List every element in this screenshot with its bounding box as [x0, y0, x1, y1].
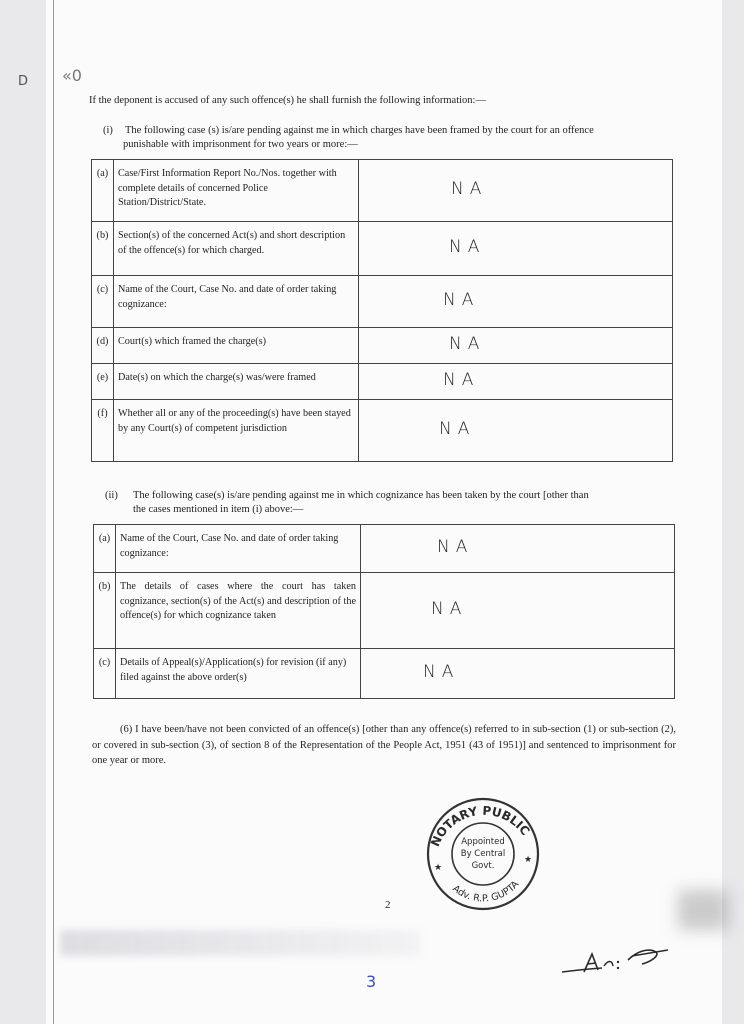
notary-seal [418, 792, 548, 912]
row-description: The details of cases where the court has taken cognizance, section(s) of the Act(s) and description of the offence(s) for which cognizance taken [116, 573, 361, 649]
binding-line [53, 0, 54, 1024]
row-letter: (a) [92, 160, 114, 222]
row-description: Case/First Information Report No./Nos. together with complete details of concerned Police Station/District/State. [114, 160, 359, 222]
seal-center-line-2: By Central [460, 849, 506, 859]
row-letter: (b) [94, 573, 116, 649]
answer-cell [359, 160, 673, 222]
seal-bottom-text: Adv. R.P. GUPTA [450, 878, 522, 905]
section-i-number: (i) [103, 125, 113, 136]
row-description: Court(s) which framed the charge(s) [114, 328, 359, 364]
table-row [94, 573, 675, 649]
table-row [94, 525, 675, 573]
row-letter: (b) [92, 222, 114, 276]
section-ii-text-1: The following case(s) is/are pending against me in which cognizance has been taken by the court [other than [133, 490, 589, 501]
row-letter: (f) [92, 400, 114, 462]
row-description: Name of the Court, Case No. and date of order taking cognizance: [116, 525, 361, 573]
row-description: Date(s) on which the charge(s) was/were framed [114, 364, 359, 400]
section-i-text-1: The following case (s) is/are pending against me in which charges have been framed by the court for an offence [125, 125, 594, 136]
row-description: Details of Appeal(s)/Application(s) for revision (if any) filed against the above order(s) [116, 649, 361, 699]
corner-mark: D [18, 74, 29, 89]
handwritten-corner-mark: «0 [62, 66, 82, 85]
answer-cell [359, 364, 673, 400]
signature [558, 942, 680, 982]
page-number: 2 [385, 899, 391, 911]
row-description: Section(s) of the concerned Act(s) and short description of the offence(s) for which charged. [114, 222, 359, 276]
handwritten-answer: NA [431, 598, 468, 619]
section-i-text-2: punishable with imprisonment for two years or more:— [123, 139, 358, 150]
section-ii-text-2: the cases mentioned in item (i) above:— [133, 504, 304, 515]
section-ii-heading [105, 489, 675, 517]
table-row [94, 649, 675, 699]
seal-center-line-1: Appointed [461, 837, 505, 847]
handwritten-page-number: 3 [366, 972, 377, 991]
scan-smudge [60, 930, 420, 956]
section-ii-number: (ii) [105, 490, 118, 501]
table-row [92, 276, 673, 328]
handwritten-answer: NA [443, 289, 480, 310]
table-row [92, 400, 673, 462]
handwritten-answer: NA [451, 178, 488, 199]
handwritten-answer: NA [449, 236, 486, 257]
paragraph-6: (6) I have been/have not been convicted of an offence(s) [other than any offence(s) referred to in sub-section (1) or sub-section (2), or covered in sub-section (3), of section 8 of the Representation of the People Act, 1951 (43 of 1951)] and sentenced to imprisonment for one year or more. [92, 724, 676, 766]
row-letter: (e) [92, 364, 114, 400]
answer-cell [361, 573, 675, 649]
section-i-table [91, 159, 673, 462]
handwritten-answer: NA [449, 333, 486, 354]
section-i-heading [103, 124, 673, 152]
answer-cell [361, 525, 675, 573]
row-letter: (d) [92, 328, 114, 364]
seal-top-text: NOTARY PUBLIC [427, 803, 533, 849]
table-row [92, 328, 673, 364]
handwritten-answer: NA [443, 369, 480, 390]
answer-cell [359, 276, 673, 328]
table-row [92, 364, 673, 400]
answer-cell [361, 649, 675, 699]
handwritten-answer: NA [439, 418, 476, 439]
row-letter: (c) [94, 649, 116, 699]
table-row [92, 160, 673, 222]
seal-star-left-icon: ★ [434, 862, 443, 872]
answer-cell [359, 222, 673, 276]
row-description: Name of the Court, Case No. and date of order taking cognizance: [114, 276, 359, 328]
seal-center-line-3: Govt. [471, 861, 495, 871]
seal-star-right-icon: ★ [524, 854, 533, 864]
intro-text: If the deponent is accused of any such offence(s) he shall furnish the following information:— [89, 95, 486, 106]
table-row [92, 222, 673, 276]
row-description: Whether all or any of the proceeding(s) have been stayed by any Court(s) of competent jurisdiction [114, 400, 359, 462]
scan-smudge [678, 890, 728, 930]
row-letter: (c) [92, 276, 114, 328]
answer-cell [359, 400, 673, 462]
section-ii-table [93, 524, 675, 699]
handwritten-answer: NA [423, 661, 460, 682]
answer-cell [359, 328, 673, 364]
row-letter: (a) [94, 525, 116, 573]
handwritten-answer: NA [437, 536, 474, 557]
